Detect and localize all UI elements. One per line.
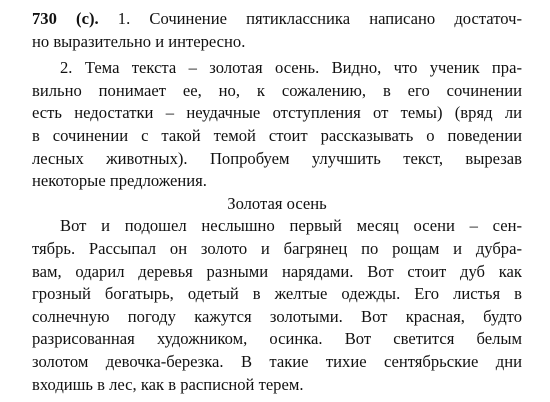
essay-title: Золотая осень [227,193,327,213]
essay-line-6: разрисованная художником, осинка. Вот светится белым [32,329,522,349]
essay-line-2: тябрь. Рассыпал он золото и багрянец по рощам и дубра- [32,238,522,258]
answer-2-line-3: есть недостатки – неудачные отступления от темы) (вряд ли [32,103,522,123]
answer-2-line-5: лесных животных). Попробуем улучшить текст, вырезав [32,148,522,168]
essay-line-7: золотом девочка-березка. В такие тихие сентябрьские дни [32,351,522,371]
essay-line-4: грозный богатырь, одетый в желтые одежды. Его листья в [32,284,522,304]
answer-1-line-2: но выразительно и интересно. [32,31,246,51]
answer-1-paragraph [32,8,522,53]
answer-2-paragraph [32,57,522,193]
answer-2-line-1: 2. Тема текста – золотая осень. Видно, что ученик пра- [60,58,522,78]
essay-paragraph [32,215,522,396]
essay-line-3: вам, одарил деревья разными нарядами. Вот стоит дуб как [32,261,522,281]
exercise-number: 730 (с). [32,9,99,28]
answer-1-line-1: 730 (с). 1. Сочинение пятиклассника написано достаточ- [32,9,523,28]
answer-2-line-4: в сочинении с такой темой стоит рассказывать о поведении [32,125,522,145]
answer-2-line-2: вильно понимает ее, но, к сожалению, в его сочинении [32,80,522,100]
essay-line-1: Вот и подошел неслышно первый месяц осени – сен- [60,216,522,236]
essay-line-8: входишь в лес, как в расписной терем. [32,374,304,394]
exercise-text [32,8,522,396]
essay-line-5: солнечную погоду кажутся золотыми. Вот красная, будто [32,306,522,326]
answer-2-line-6: некоторые предложения. [32,171,207,191]
